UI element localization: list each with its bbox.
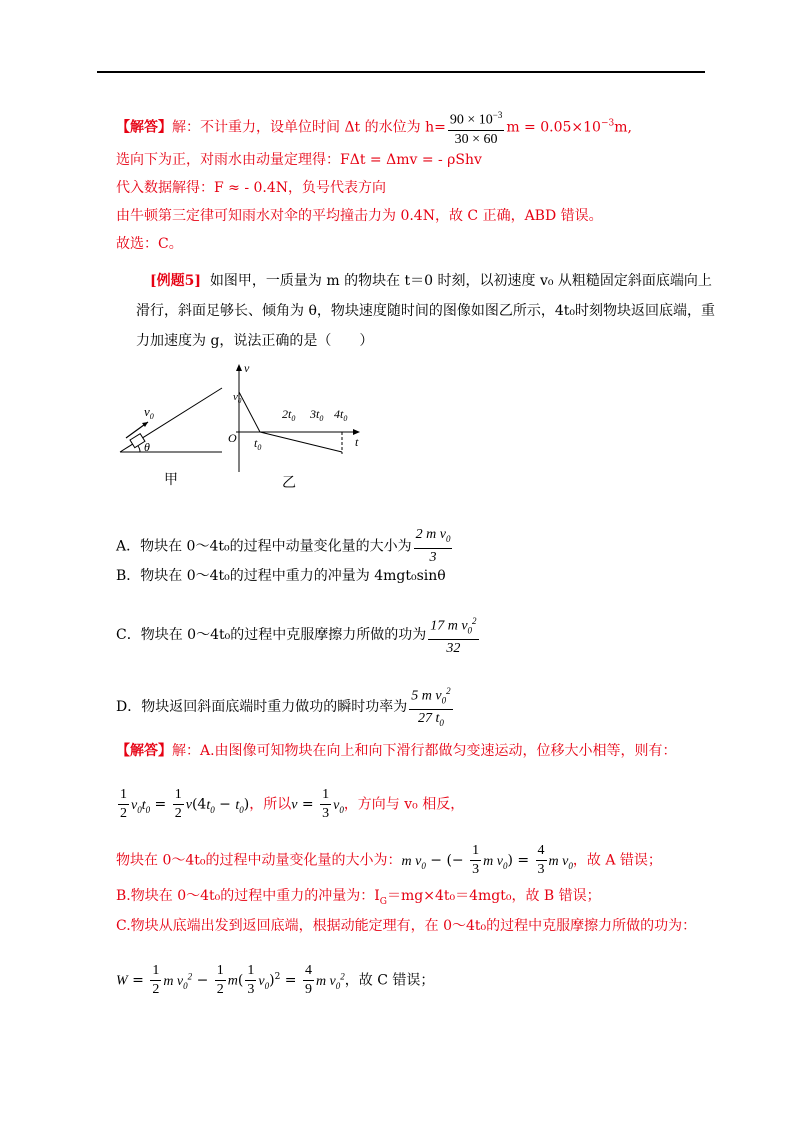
example5-line1: [例题5] 如图甲，一质量为 m 的物块在 t＝0 时刻，以初速度 v₀ 从粗糙固定斜面底端向上 (150, 273, 712, 289)
incline-vt-figure (112, 360, 372, 500)
solution1-line1: 【解答】解：不计重力，设单位时间 Δt 的水位为 h= $\frac{90 \times 10^{-3}}{30 \times 60}$ $m = 0.05\times 10^{-3}m$, (116, 106, 632, 149)
option-a: A．物块在 0～4t₀的过程中动量变化量的大小为 $\frac{2 m v_0}{3}$ (116, 527, 451, 565)
vt-segment-down (260, 432, 342, 452)
figure-jia-label: 甲 (164, 472, 178, 488)
option-d-fraction: $\frac{5 m v_0^2}{27 t_0}$ (409, 682, 452, 732)
tick-3t0: $3t_0$ (310, 407, 324, 423)
axis-v-label: v (244, 361, 250, 375)
option-d: D．物块返回斜面底端时重力做功的瞬时功率为 $\frac{5 m v_0^2}{27 t_0}$ (116, 682, 455, 732)
v0-axis-label: $v_0$ (233, 391, 242, 405)
tick-4t0: $4t_0$ (334, 407, 348, 423)
solution1-line5: 故选：C。 (116, 236, 183, 252)
solution1-line2: 选向下为正，对雨水由动量定理得：FΔt = Δmv = - ρShv (116, 152, 482, 168)
tick-t0: $t_0$ (254, 436, 262, 452)
axis-t-label: t (355, 435, 359, 449)
v0-label: $v_0$ (144, 404, 154, 421)
tick-2t0: $2t_0$ (282, 407, 296, 423)
option-a-fraction: $\frac{2 m v_0}{3}$ (415, 527, 451, 565)
solution2-line5: C.物块从底端出发到返回底端，根据动能定理有，在 0～4t₀的过程中克服摩擦力所做的功为： (116, 918, 697, 934)
solution-tag: 【解答】 (116, 119, 172, 136)
theta-label: θ (144, 440, 150, 454)
vt-segment-up (239, 392, 260, 432)
figure-yi-label: 乙 (282, 475, 296, 491)
solution2-tag: 【解答】 (116, 743, 172, 759)
option-c-fraction: $\frac{17 m v_0^2}{32}$ (428, 612, 478, 658)
solution2-line4: B.物块在 0～4t₀的过程中重力的冲量为：$I_G=mg\times 4t_0=4mgt_0$，故 B 错误； (116, 888, 601, 907)
solution1-line4: 由牛顿第三定律可知雨水对伞的平均撞击力为 0.4N，故 C 正确，ABD 错误。 (116, 208, 603, 224)
option-c: C．物块在 0～4t₀的过程中克服摩擦力所做的功为 $\frac{17 m v_0^2}{32}$ (116, 612, 481, 658)
example-tag: [例题5] (150, 273, 201, 289)
solution2-eq-work: W = $\frac{1}{2}$ m $v_0^2$ − $\frac{1}{2}$ m( $\frac{1}{3}$ $v_0)^2$ = $\frac{4}{9}$ m $v_0^2$，故 C 错误； (116, 963, 435, 997)
block (130, 434, 145, 448)
solution2-line1: 【解答】解：A.由图像可知物块在向上和向下滑行都做匀变速运动，位移大小相等，则有： (116, 743, 677, 759)
solution2-line3: 物块在 0～4t₀的过程中动量变化量的大小为：m $v_0$ − (− $\frac{1}{3}$ m $v_0$) = $\frac{4}{3}$ m $v_0$，故 A 错误； (116, 843, 662, 877)
header-rule (97, 71, 705, 73)
example5-line3: 力加速度为 g，说法正确的是（ ） (136, 333, 374, 349)
solution1-text: 解：不计重力，设单位时间 Δt 的水位为 h= (172, 119, 446, 136)
solution2-eq1: $\frac{1}{2}$ $v_0t_0$ = $\frac{1}{2}$ $v(4t_0 - t_0)$，所以v = $\frac{1}{3}$ $v_0$，方向与 v₀ 相反， (120, 787, 465, 821)
water-level-fraction: $\frac{90 \times 10^{-3}}{30 \times 60}$ (448, 106, 504, 149)
origin-label: O (228, 431, 237, 445)
example5-line2: 滑行，斜面足够长、倾角为 θ，物块速度随时间的图像如图乙所示，4t₀时刻物块返回底端，重 (136, 303, 716, 319)
solution1-line3: 代入数据解得：F ≈ - 0.4N，负号代表方向 (116, 180, 387, 196)
option-b: B．物块在 0～4t₀的过程中重力的冲量为 4mgt₀sinθ (116, 568, 446, 584)
